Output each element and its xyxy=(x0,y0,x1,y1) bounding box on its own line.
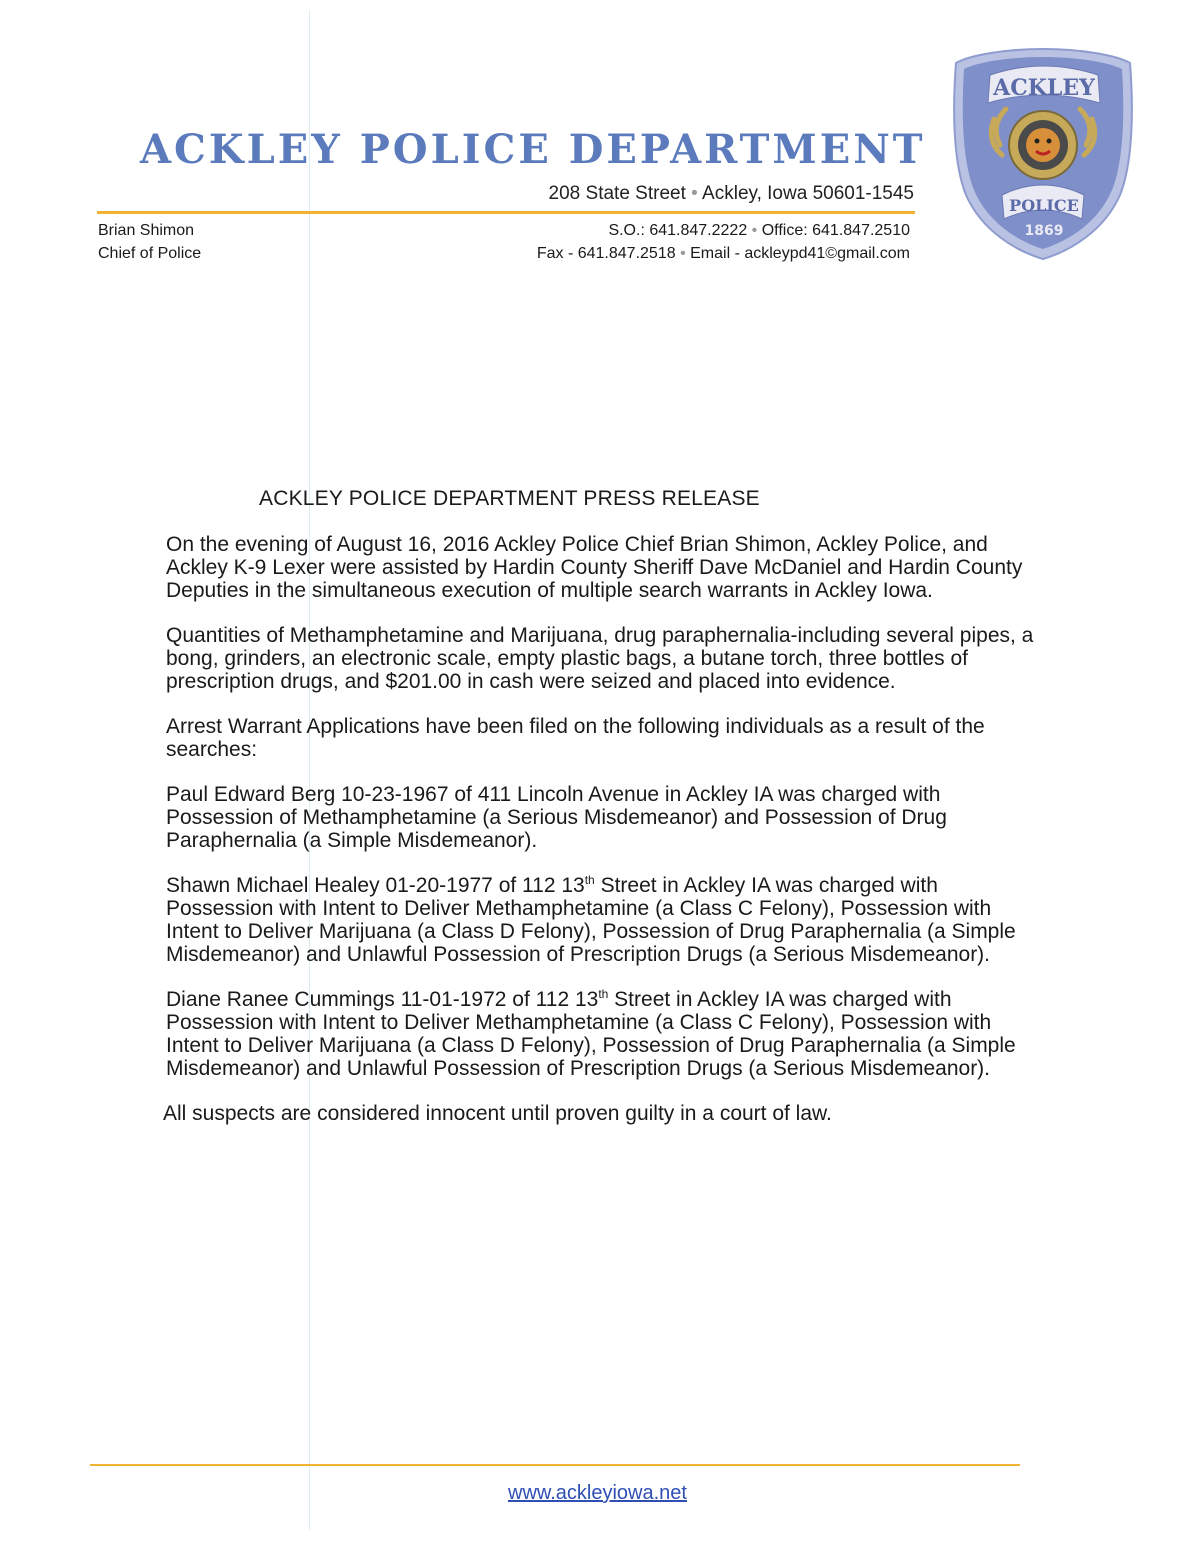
paragraph-incident: On the evening of August 16, 2016 Ackley Police Chief Brian Shimon, Ackley Police, and Ackley K-9 Lexer were assisted by Hardin County Sheriff Dave McDaniel and Hardin County Deputies in the simultaneous execution of multiple search warrants in Ackley Iowa. xyxy=(166,533,1023,602)
separator-dot: • xyxy=(680,245,686,262)
address-city: Ackley, Iowa 50601-1545 xyxy=(702,183,914,204)
footer xyxy=(0,1482,1195,1505)
paragraph-presumption-of-innocence: All suspects are considered innocent until proven guilty in a court of law. xyxy=(163,1102,832,1125)
chief-block xyxy=(98,219,201,265)
police-badge-icon xyxy=(950,45,1136,263)
paragraph-suspect-healey xyxy=(166,874,1036,966)
paragraph-arrest-warrants: Arrest Warrant Applications have been filed on the following individuals as a result of the searches: xyxy=(166,715,985,761)
paragraph-suspect-berg: Paul Edward Berg 10-23-1967 of 411 Lincoln Avenue in Ackley IA was charged with Possession of Methamphetamine (a Serious Misdemeanor) and Possession of Drug Paraphernalia (a Simple Misdemeanor). xyxy=(166,783,947,852)
chief-name: Brian Shimon xyxy=(98,222,195,239)
address-street: 208 State Street xyxy=(548,183,686,204)
separator-dot: • xyxy=(691,183,698,204)
separator-dot: • xyxy=(751,222,758,239)
healey-text-end: Street in Ackley IA was charged with Possession with Intent to Deliver Methamphetamine (a Class C Felony), Possession with Intent to Deliver Marijuana (a Class D Felony), Possession of Drug Paraphernalia (a Simple Misdemeanor) and Unlawful Possession of Prescription Drugs (a Serious Misdemeanor). xyxy=(166,874,1016,966)
ordinal-suffix: th xyxy=(598,987,609,1001)
email-address: Email - ackleypd41©gmail.com xyxy=(690,245,910,262)
contact-line-fax-email xyxy=(537,242,910,265)
department-name: ACKLEY POLICE DEPARTMENT xyxy=(140,126,926,173)
ordinal-suffix: th xyxy=(584,873,595,887)
paragraph-suspect-cummings xyxy=(166,988,1036,1080)
press-release-title: ACKLEY POLICE DEPARTMENT PRESS RELEASE xyxy=(259,487,760,510)
cummings-text-end: Street in Ackley IA was charged with Possession with Intent to Deliver Methamphetamine (a Class C Felony), Possession with Intent to Deliver Marijuana (a Class D Felony), Possession of Drug Paraphernalia (a Simple Misdemeanor) and Unlawful Possession of Prescription Drugs (a Serious Misdemeanor). xyxy=(166,988,1016,1080)
healey-text-start: Shawn Michael Healey 01-20-1977 of 112 13 xyxy=(166,874,585,897)
press-release-body xyxy=(163,533,1036,1147)
chief-title: Chief of Police xyxy=(98,245,202,262)
contact-line-phones xyxy=(537,219,910,242)
badge-top-text: ACKLEY xyxy=(993,75,1095,101)
fax-number: Fax - 641.847.2518 xyxy=(536,245,676,262)
office-phone: Office: 641.847.2510 xyxy=(761,222,910,239)
badge-bottom-text: POLICE xyxy=(1009,196,1079,215)
department-address xyxy=(549,183,914,205)
sheriff-office-phone: S.O.: 641.847.2222 xyxy=(608,222,748,239)
paragraph-seized-items: Quantities of Methamphetamine and Marijuana, drug paraphernalia-including several pipes, a bong, grinders, an electronic scale, empty plastic bags, a butane torch, three bottles of prescription drugs, and $201.00 in cash were seized and placed into evidence. xyxy=(166,624,1034,693)
contact-block xyxy=(537,219,910,265)
footer-divider xyxy=(90,1464,1020,1466)
website-link[interactable]: www.ackleyiowa.net xyxy=(508,1482,687,1504)
header-divider xyxy=(97,211,915,214)
cummings-text-start: Diane Ranee Cummings 11-01-1972 of 112 13 xyxy=(166,988,599,1011)
badge-year: 1869 xyxy=(1024,223,1064,239)
